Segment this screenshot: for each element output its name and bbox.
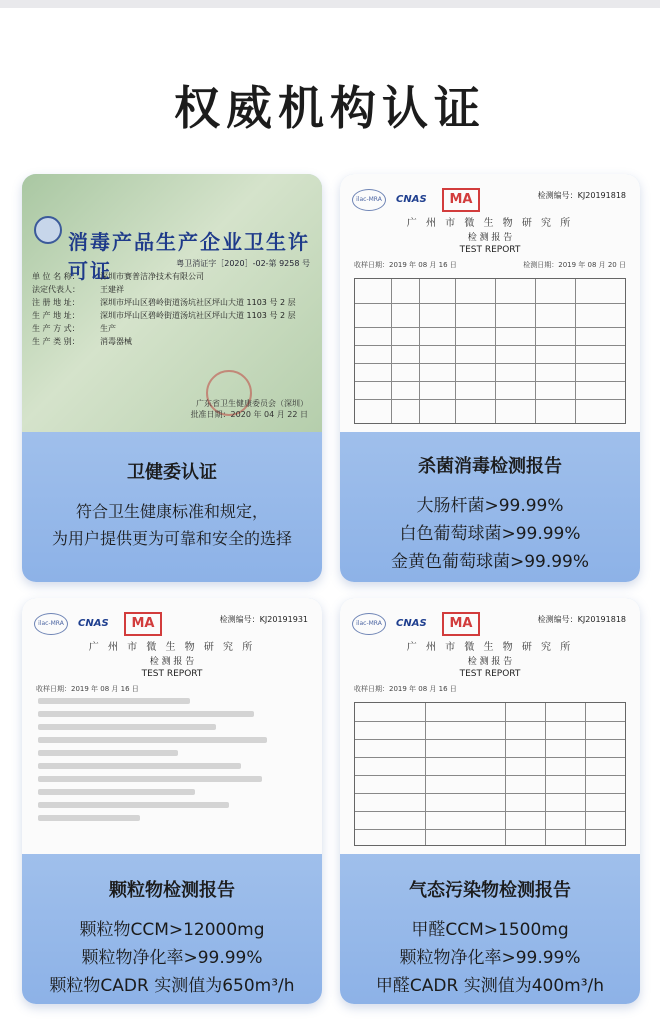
card-line: 大肠杆菌>99.99% <box>416 496 564 516</box>
card-title: 气态污染物检测报告 <box>409 880 571 901</box>
license-row-value: 深圳市坪山区碧岭街道汤坑社区坪山大道 1103 号 2 层 <box>100 311 296 320</box>
license-row-label: 生 产 方 式： <box>32 324 80 333</box>
received-date: 收样日期：2019 年 08 月 16 日 <box>36 685 139 693</box>
institute-name: 广 州 市 微 生 物 研 究 所 <box>406 218 574 229</box>
report-number: 检测编号：KJ20191931 <box>219 615 308 624</box>
license-row-label: 生 产 地 址： <box>32 311 80 320</box>
institute-name: 广 州 市 微 生 物 研 究 所 <box>88 642 256 653</box>
report-number: 检测编号：KJ20191818 <box>537 191 626 200</box>
license-row-value: 深圳市赛普洁净技术有限公司 <box>100 272 204 281</box>
card-title: 颗粒物检测报告 <box>109 880 235 901</box>
cma-logo: MA <box>442 188 480 212</box>
license-row-value: 王建祥 <box>100 285 124 294</box>
card-caption <box>22 854 322 1004</box>
card-health-commission <box>22 174 322 582</box>
license-row-label: 注 册 地 址： <box>32 298 80 307</box>
license-issuer: 广东省卫生健康委员会（深圳） <box>196 399 308 408</box>
cnas-logo: CNAS <box>78 618 109 629</box>
card-line: 符合卫生健康标准和规定， <box>75 502 268 521</box>
license-title: 消毒产品生产企业卫生许可证 <box>68 230 310 283</box>
received-date: 收样日期：2019 年 08 月 16 日 <box>354 685 457 693</box>
license-date: 批准日期：2020 年 04 月 22 日 <box>190 410 308 419</box>
license-row <box>32 296 312 309</box>
top-strip <box>0 0 660 8</box>
license-rows <box>32 270 312 348</box>
card-line: 甲醛CADR 实测值为400m³/h <box>375 976 605 996</box>
report-number: 检测编号：KJ20191818 <box>537 615 626 624</box>
card-line: 白色葡萄球菌>99.99% <box>399 524 581 544</box>
license-row <box>32 322 312 335</box>
ilac-logo: ilac-MRA <box>34 613 68 635</box>
card-line: 颗粒物CADR 实测值为650m³/h <box>49 976 295 996</box>
disinfection-license-photo <box>22 174 322 432</box>
license-row-label: 生 产 类 别： <box>32 337 80 346</box>
national-emblem-icon <box>34 216 62 244</box>
card-line: 甲醛CCM>1500mg <box>411 920 569 940</box>
report-title-cn: 检 测 报 告 <box>467 233 513 243</box>
institute-name: 广 州 市 微 生 物 研 究 所 <box>406 642 574 653</box>
card-title: 杀菌消毒检测报告 <box>418 456 562 477</box>
cma-logo: MA <box>442 612 480 636</box>
particulate-report-photo <box>22 598 322 854</box>
cnas-logo: CNAS <box>396 194 427 205</box>
card-sterilization-report <box>340 174 640 582</box>
card-title: 卫健委认证 <box>127 462 217 483</box>
license-row-value: 深圳市坪山区碧岭街道汤坑社区坪山大道 1103 号 2 层 <box>100 298 296 307</box>
card-line: 为用户提供更为可靠和安全的选择 <box>51 529 292 548</box>
report-title-cn: 检 测 报 告 <box>149 657 195 667</box>
license-number: 粤卫消证字［2020］-02-第 9258 号 <box>176 259 310 268</box>
license-row <box>32 283 312 296</box>
cma-logo: MA <box>124 612 162 636</box>
card-line: 颗粒物净化率>99.99% <box>81 948 263 968</box>
report-body-text <box>38 698 292 828</box>
card-caption <box>340 432 640 582</box>
report-title-en: TEST REPORT <box>459 669 521 679</box>
report-title-en: TEST REPORT <box>141 669 203 679</box>
card-gaseous-report <box>340 598 640 1004</box>
card-line: 金黄色葡萄球菌>99.99% <box>390 552 590 572</box>
gaseous-pollutant-report-photo <box>340 598 640 854</box>
license-row-value: 消毒器械 <box>100 337 132 346</box>
analyzed-date: 检测日期：2019 年 08 月 20 日 <box>523 261 626 269</box>
license-row <box>32 335 312 348</box>
report-title-en: TEST REPORT <box>459 245 521 255</box>
card-line: 颗粒物净化率>99.99% <box>399 948 581 968</box>
license-row <box>32 270 312 283</box>
license-row-label: 法定代表人： <box>32 285 80 294</box>
report-title-cn: 检 测 报 告 <box>467 657 513 667</box>
sterilization-report-photo <box>340 174 640 432</box>
ilac-logo: ilac-MRA <box>352 613 386 635</box>
card-particulate-report <box>22 598 322 1004</box>
report-table <box>354 278 626 424</box>
page-title: 权威机构认证 <box>174 81 486 135</box>
report-table <box>354 702 626 846</box>
card-caption <box>340 854 640 1004</box>
ilac-logo: ilac-MRA <box>352 189 386 211</box>
cnas-logo: CNAS <box>396 618 427 629</box>
card-line: 颗粒物CCM>12000mg <box>79 920 265 940</box>
card-caption <box>22 432 322 582</box>
license-row <box>32 309 312 322</box>
license-row-value: 生产 <box>100 324 116 333</box>
license-row-label: 单 位 名 称： <box>32 272 80 281</box>
received-date: 收样日期：2019 年 08 月 16 日 <box>354 261 457 269</box>
